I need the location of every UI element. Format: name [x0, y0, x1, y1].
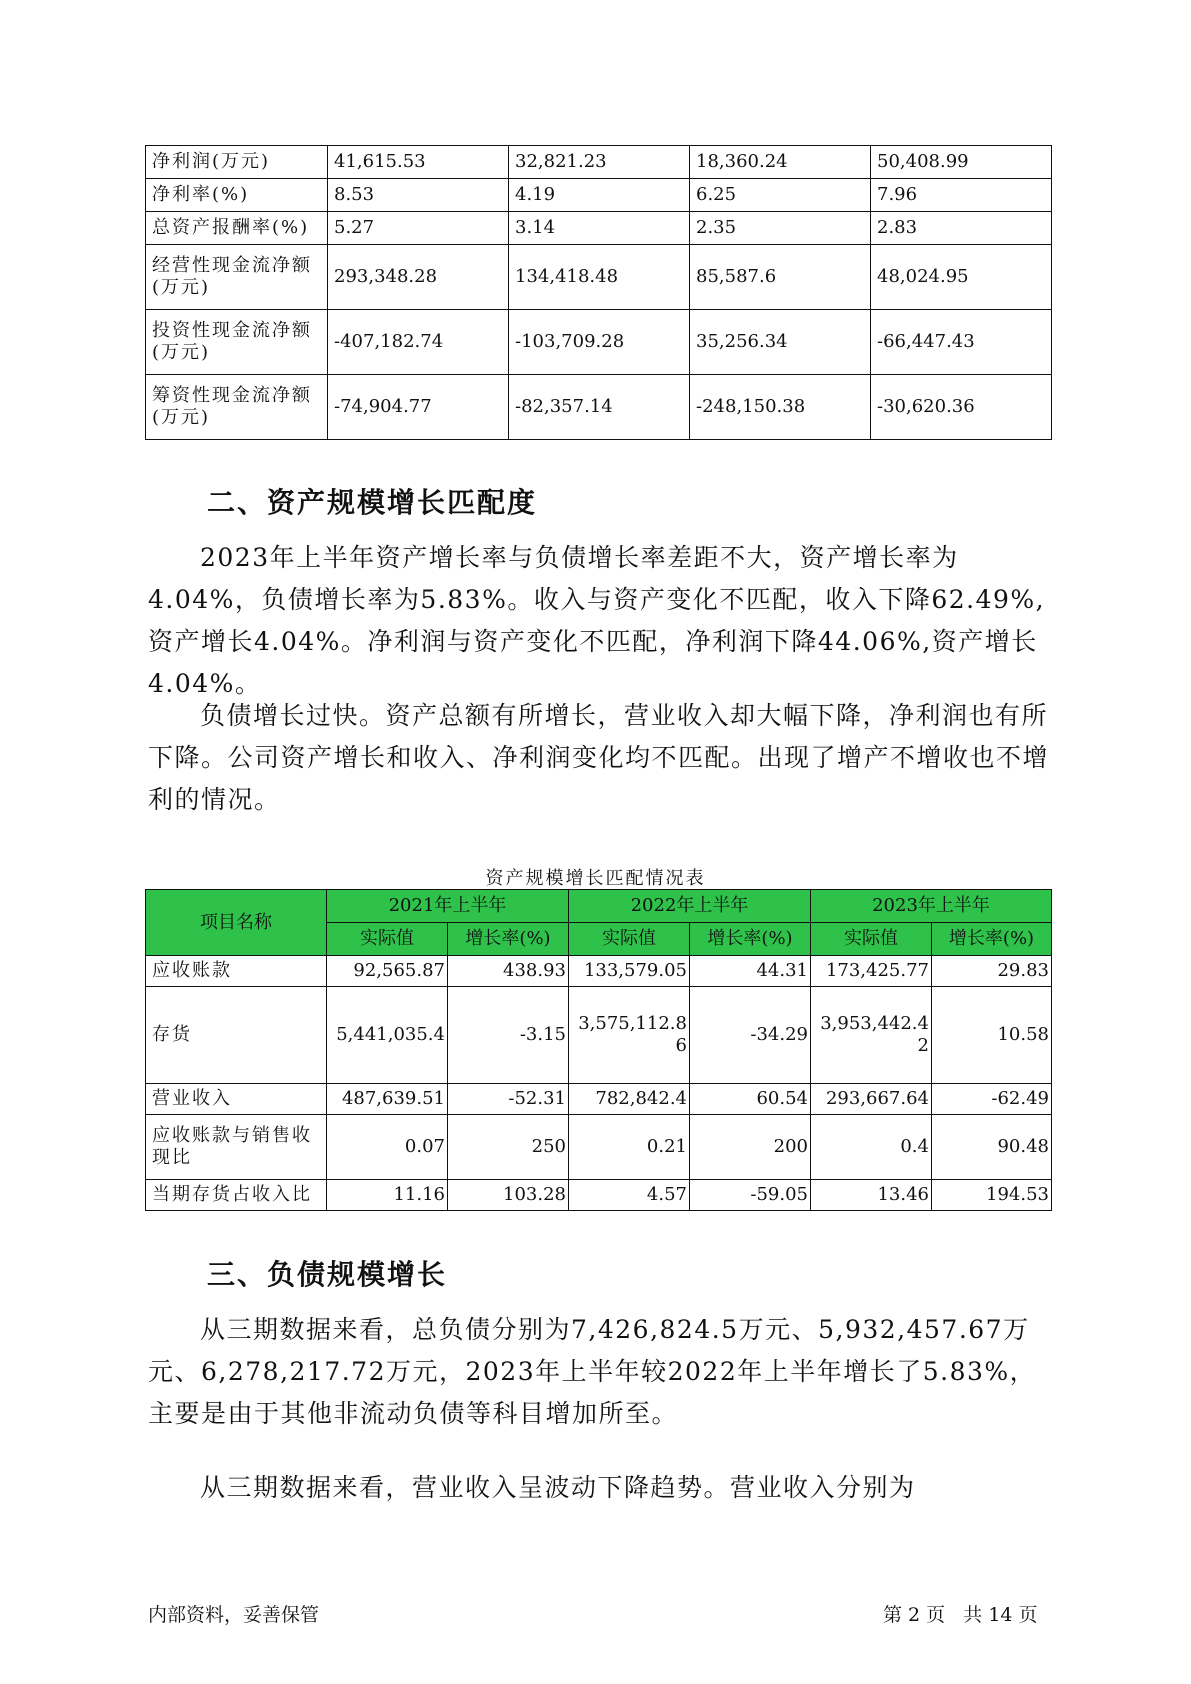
paragraph: 从三期数据来看，总负债分别为7,426,824.5万元、5,932,457.67万元、6,278,217.72万元，2023年上半年较2022年上半年增长了5.83%，主要是由于其他非流动负债等科目增加所至。	[148, 1315, 1037, 1428]
table-cell: -59.05	[690, 1180, 811, 1211]
table-cell: 3.14	[509, 212, 690, 245]
table-cell: 10.58	[932, 987, 1052, 1084]
header-growth: 增长率(%)	[448, 923, 569, 956]
paragraph: 负债增长过快。资产总额有所增长，营业收入却大幅下降，净利润也有所下降。公司资产增长和收入、净利润变化均不匹配。出现了增产不增收也不增利的情况。	[148, 701, 1050, 814]
header-actual: 实际值	[811, 923, 932, 956]
footer-confidential-note: 内部资料，妥善保管	[148, 1604, 320, 1626]
row-label: 筹资性现金流净额(万元)	[146, 375, 328, 440]
table-cell: -66,447.43	[871, 310, 1052, 375]
table-cell: -30,620.36	[871, 375, 1052, 440]
row-label: 经营性现金流净额(万元)	[146, 245, 328, 310]
header-period: 2023年上半年	[811, 890, 1052, 923]
paragraph: 2023年上半年资产增长率与负债增长率差距不大，资产增长率为4.04%，负债增长率为5.83%。收入与资产变化不匹配，收入下降62.49%,资产增长4.04%。净利润与资产变化不匹配，净利润下降44.06%,资产增长4.04%。	[148, 543, 1046, 698]
table-cell: -103,709.28	[509, 310, 690, 375]
table-cell: 8.53	[328, 179, 509, 212]
row-label: 总资产报酬率(%)	[146, 212, 328, 245]
section-heading: 三、负债规模增长	[207, 1258, 448, 1291]
table-cell: 50,408.99	[871, 146, 1052, 179]
table-cell: 32,821.23	[509, 146, 690, 179]
table-cell: 29.83	[932, 956, 1052, 987]
table-cell: 194.53	[932, 1180, 1052, 1211]
table-cell: 2.35	[690, 212, 871, 245]
table-cell: -407,182.74	[328, 310, 509, 375]
table-cell: -34.29	[690, 987, 811, 1084]
table-cell: 41,615.53	[328, 146, 509, 179]
table-cell: 293,667.64	[811, 1084, 932, 1115]
table-cell: 5,441,035.4	[327, 987, 448, 1084]
header-period: 2022年上半年	[569, 890, 811, 923]
table-row	[146, 146, 1052, 179]
table-row	[146, 956, 1052, 987]
table-cell: 4.57	[569, 1180, 690, 1211]
table-row	[146, 179, 1052, 212]
table-cell: 90.48	[932, 1115, 1052, 1180]
row-label: 净利率(%)	[146, 179, 328, 212]
table-cell: 134,418.48	[509, 245, 690, 310]
table-row	[146, 1180, 1052, 1211]
table-cell: 11.16	[327, 1180, 448, 1211]
table-row	[146, 212, 1052, 245]
table-cell: 200	[690, 1115, 811, 1180]
header-item-name: 项目名称	[146, 890, 327, 956]
table-cell: 85,587.6	[690, 245, 871, 310]
table-cell: 173,425.77	[811, 956, 932, 987]
table-cell: 48,024.95	[871, 245, 1052, 310]
paragraph: 从三期数据来看，营业收入呈波动下降趋势。营业收入分别为	[200, 1473, 916, 1502]
table-cell: 487,639.51	[327, 1084, 448, 1115]
header-actual: 实际值	[569, 923, 690, 956]
table-cell: -52.31	[448, 1084, 569, 1115]
footer-page-number: 第 2 页 共 14 页	[883, 1604, 1038, 1626]
table-cell: 0.21	[569, 1115, 690, 1180]
table-cell: 438.93	[448, 956, 569, 987]
table-caption: 资产规模增长匹配情况表	[485, 868, 706, 889]
table-cell: 250	[448, 1115, 569, 1180]
table-cell: 293,348.28	[328, 245, 509, 310]
table-cell: 3,575,112.86	[569, 987, 690, 1084]
table-cell: -248,150.38	[690, 375, 871, 440]
table-cell: -74,904.77	[328, 375, 509, 440]
row-label: 投资性现金流净额(万元)	[146, 310, 328, 375]
header-growth: 增长率(%)	[932, 923, 1052, 956]
table-row	[146, 310, 1052, 375]
header-period: 2021年上半年	[327, 890, 569, 923]
table-cell: -82,357.14	[509, 375, 690, 440]
table-cell: 60.54	[690, 1084, 811, 1115]
table-cell: 0.07	[327, 1115, 448, 1180]
section-heading: 二、资产规模增长匹配度	[207, 486, 538, 519]
table-cell: 5.27	[328, 212, 509, 245]
table-cell: 44.31	[690, 956, 811, 987]
row-label: 应收账款	[146, 956, 327, 987]
table-cell: 133,579.05	[569, 956, 690, 987]
table-cell: 3,953,442.42	[811, 987, 932, 1084]
asset-growth-match-table	[145, 889, 1052, 1211]
table-cell: -3.15	[448, 987, 569, 1084]
table-row	[146, 1084, 1052, 1115]
table-cell: -62.49	[932, 1084, 1052, 1115]
table-cell: 13.46	[811, 1180, 932, 1211]
table-row	[146, 987, 1052, 1084]
table-cell: 2.83	[871, 212, 1052, 245]
header-growth: 增长率(%)	[690, 923, 811, 956]
table-cell: 782,842.4	[569, 1084, 690, 1115]
table-cell: 4.19	[509, 179, 690, 212]
row-label: 应收账款与销售收现比	[146, 1115, 327, 1180]
row-label: 营业收入	[146, 1084, 327, 1115]
row-label: 净利润(万元)	[146, 146, 328, 179]
table-cell: 35,256.34	[690, 310, 871, 375]
table-cell: 0.4	[811, 1115, 932, 1180]
header-actual: 实际值	[327, 923, 448, 956]
table-cell: 92,565.87	[327, 956, 448, 987]
table-cell: 103.28	[448, 1180, 569, 1211]
table-cell: 18,360.24	[690, 146, 871, 179]
financial-metrics-table	[145, 145, 1052, 440]
table-cell: 6.25	[690, 179, 871, 212]
row-label: 当期存货占收入比	[146, 1180, 327, 1211]
table-row	[146, 245, 1052, 310]
header-row	[146, 890, 1052, 923]
table-cell: 7.96	[871, 179, 1052, 212]
table-row	[146, 375, 1052, 440]
table-row	[146, 1115, 1052, 1180]
row-label: 存货	[146, 987, 327, 1084]
